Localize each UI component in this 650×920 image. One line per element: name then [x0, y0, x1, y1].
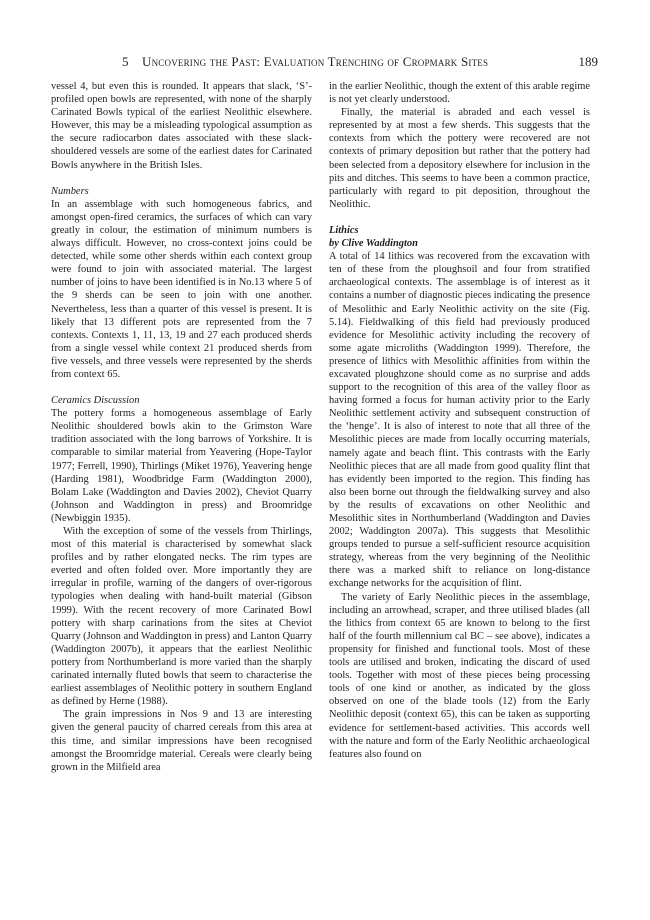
body-paragraph: in the earlier Neolithic, though the extent of this arable regime is not yet clearly understood. — [329, 81, 590, 106]
body-paragraph: In an assemblage with such homogeneous fabrics, and amongst open-fired ceramics, the surfaces of which can vary greatly in colour, the estimation of minimum numbers is always difficult. However, no cross-context joins could be detected, while some other sherds within each context group were found to join with associated material. The largest number of joins to have been identified is in No.13 where 5 of the 9 sherds can be seen to join with one another. Nevertheless, less than a quarter of this vessel is present. It is likely that 13 different pots are represented from the 7 contexts. Contexts 1, 11, 13, 19 and 27 each produced sherds from a single vessel while context 21 produced sherds from five vessels, and three vessels were represented by the sherds from context 65. — [51, 198, 312, 380]
body-paragraph: The variety of Early Neolithic pieces in the assemblage, including an arrowhead, scraper, and three utilised blades (all the lithics from context 65 are known to belong to the first half of the fourth millennium cal BC – see above), indicates a propensity for finished and functional tools. Most of these tools are utilised and broken, indicating the discard of used tools. Together with most of these pieces being processing tools of one kind or another, as indicated by the gloss observed on one of the blade tools (12) from the Early Neolithic deposit (context 65), this can be taken as supporting evidence for settlement-based activities. This accords well with the nature and form of the Early Neolithic archaeological features also found on — [329, 591, 590, 760]
right-column — [329, 80, 590, 761]
body-paragraph: Finally, the material is abraded and each vessel is represented by at most a few sherds. This suggests that the contexts from which the pottery were recovered are not contexts of primary deposition but rather that the pottery had been selected from a depository elsewhere for inclusion in the pits and ditches. This seems to have been a common practice, particularly with regard to pit deposition, throughout the Neolithic. — [329, 107, 590, 210]
section-heading-lithics: Lithics — [329, 224, 359, 236]
body-paragraph: vessel 4, but even this is rounded. It appears that slack, ‘S’-profiled open bowls are represented, with none of the sharply Carinated Bowls typical of the earliest Neolithic elsewhere. However, this may be a misleading typological assumption as the secure radiocarbon dates associated with these slack-shouldered vessels are some of the earliest dates for Carinated Bowls anywhere in the British Isles. — [51, 81, 312, 171]
body-paragraph: A total of 14 lithics was recovered from the excavation with ten of these from the ploughsoil and four from stratified archaeological contexts. The assemblage is of interest as it contains a number of diagnostic pieces indicating the presence of Mesolithic and Early Neolithic activity on the site (Fig. 5.14). Fieldwalking of this field had previously produced evidence for Mesolithic activity including the recovery of some agate microliths (Waddington 1999). Therefore, the presence of lithics with Mesolithic affinities from within the excavated ploughzone should come as no surprise and adds support to the recognition of this area of the valley floor as having formed a focus for human activity prior to the Early Neolithic settlement activity and subsequent construction of the ‘henge’. It is also of interest to note that all three of the Mesolithic pieces are made from locally occurring materials, namely agate and beach flint. This contrasts with the Early Neolithic pieces that are all made from good quality flint that has evidently been imported to the region. This finding has also been borne out through the fieldwalking survey and also by the results of excavations on other Neolithic and Mesolithic sites in Northumberland (Waddington and Davies 2002; Waddington 2007a). This suggests that Mesolithic groups tended to pursue a self-sufficient resource acquisition strategy, whereas from the very beginning of the Neolithic there was a marked shift to reliance on long-distance exchange networks for the acquisition of flint. — [329, 251, 590, 590]
section-author: by Clive Waddington — [329, 238, 418, 250]
subheading-numbers: Numbers — [51, 185, 89, 197]
subheading-ceramics-discussion: Ceramics Discussion — [51, 395, 140, 407]
body-paragraph: With the exception of some of the vessels from Thirlings, most of this material is characterised by somewhat slack profiles and by rather elongated necks. The rim types are everted and often folded over. More importantly they are irregular in profile, warning of the dangers of over-rigorous typologies when dealing with hand-built material (Gibson 1999). With the recent recovery of more Carinated Bowl pottery with sharp carinations from the sites at Cheviot Quarry (Johnson and Waddington in press) and Lanton Quarry (Waddington 2007b), it appears that the earliest Neolithic pottery from Northumberland is more varied than the sharply carinated internally fluted bowls that seem to characterise the earliest assemblages of Neolithic pottery in southern England as defined by Herne (1988). — [51, 526, 313, 708]
chapter-title: Uncovering the Past: Evaluation Trenching of Cropmark Sites — [142, 54, 489, 69]
page-number: 189 — [578, 54, 598, 69]
body-paragraph: The pottery forms a homogeneous assemblage of Early Neolithic shouldered bowls akin to the Grimston Ware tradition associated with the long barrows of Yorkshire. It is comparable to similar material from Yeavering (Hope-Taylor 1977; Ferrell, 1990), Thirlings (Miket 1976), Yeavering henge (Harding 1981), Woodbridge Farm (Waddington 2000), Bolam Lake (Waddington and Davies 2002), Cheviot Quarry (Johnson and Waddington in press) and Broomridge (Newbiggin 1935). — [51, 408, 312, 524]
chapter-number: 5 — [122, 54, 129, 69]
running-header — [52, 54, 598, 72]
body-paragraph: The grain impressions in Nos 9 and 13 are interesting given the general paucity of charred cereals from this area at this time, and similar impressions have been recognised amongst the Broomridge material. Cereals were clearly being grown in the Milfield area — [51, 709, 312, 773]
left-column — [51, 80, 312, 774]
